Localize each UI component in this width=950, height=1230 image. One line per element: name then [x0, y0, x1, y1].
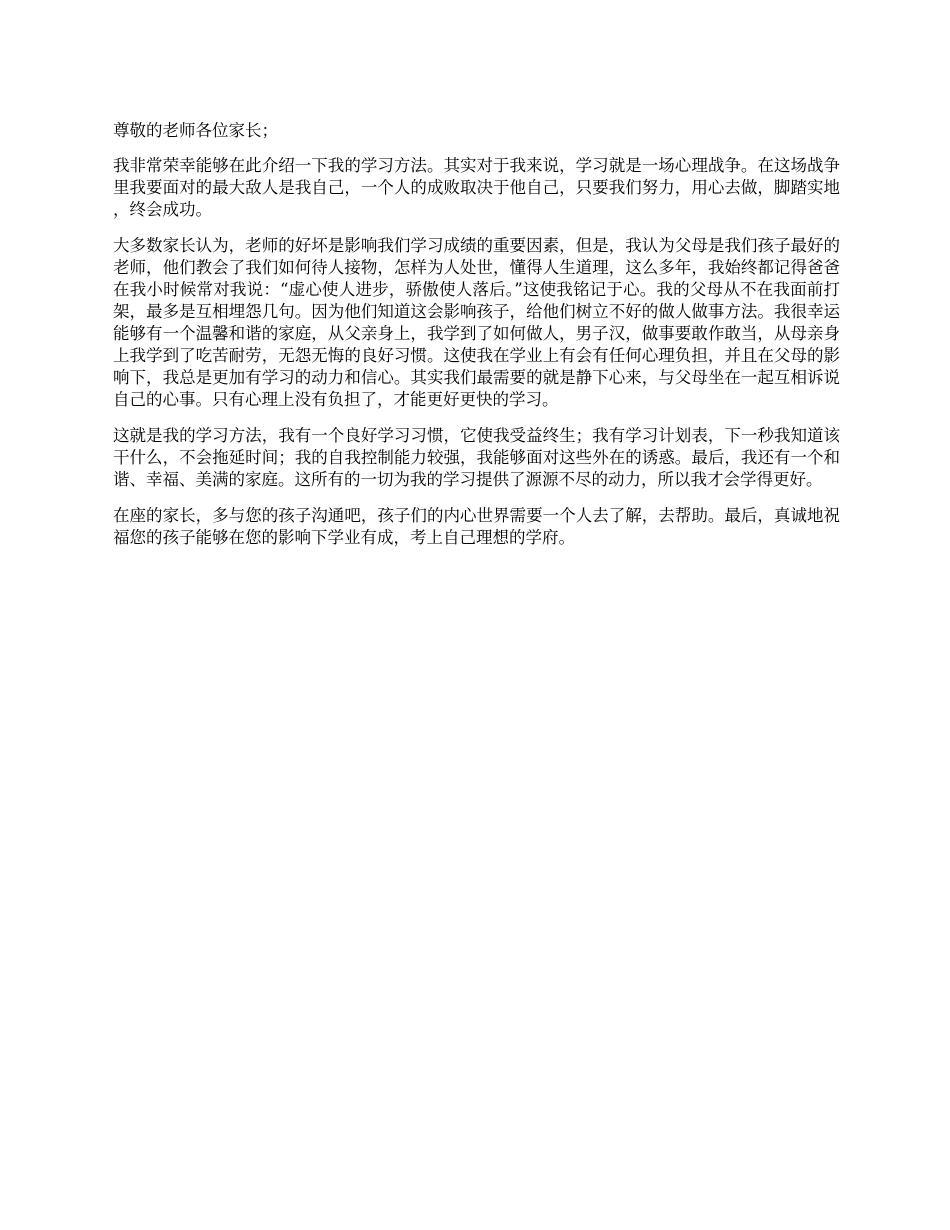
- paragraph-intro: 我非常荣幸能够在此介绍一下我的学习方法。其实对于我来说，学习就是一场心理战争。在这场战争里我要面对的最大敌人是我自己，一个人的成败取决于他自己，只要我们努力，用心去做，脚踏实地，终会成功。: [113, 156, 840, 219]
- paragraph-closing: 在座的家长，多与您的孩子沟通吧，孩子们的内心世界需要一个人去了解，去帮助。最后，真诚地祝福您的孩子能够在您的影响下学业有成，考上自己理想的学府。: [113, 506, 840, 547]
- paragraph-parents: 大多数家长认为，老师的好坏是影响我们学习成绩的重要因素，但是，我认为父母是我们孩子最好的老师，他们教会了我们如何待人接物，怎样为人处世，懂得人生道理，这么多年，我始终都记得爸爸在我小时候常对我说：“虚心使人进步，骄傲使人落后。”这使我铭记于心。我的父母从不在我面前打架，最多是互相埋怨几句。因为他们知道这会影响孩子，给他们树立不好的做人做事方法。我很幸运能够有一个温馨和谐的家庭，从父亲身上，我学到了如何做人，男子汉，做事要敢作敢当，从母亲身上我学到了吃苦耐劳，无怨无悔的良好习惯。这使我在学业上有会有任何心理负担，并且在父母的影响下，我总是更加有学习的动力和信心。其实我们最需要的就是静下心来，与父母坐在一起互相诉说自己的心事。只有心理上没有负担了，才能更好更快的学习。: [113, 236, 840, 409]
- paragraph-method: 这就是我的学习方法，我有一个良好学习习惯，它使我受益终生；我有学习计划表，下一秒我知道该干什么，不会拖延时间；我的自我控制能力较强，我能够面对这些外在的诱惑。最后，我还有一个和谐、幸福、美满的家庭。这所有的一切为我的学习提供了源源不尽的动力，所以我才会学得更好。: [113, 426, 840, 489]
- greeting-line: 尊敬的老师各位家长；: [113, 121, 278, 140]
- document-body: [113, 120, 840, 563]
